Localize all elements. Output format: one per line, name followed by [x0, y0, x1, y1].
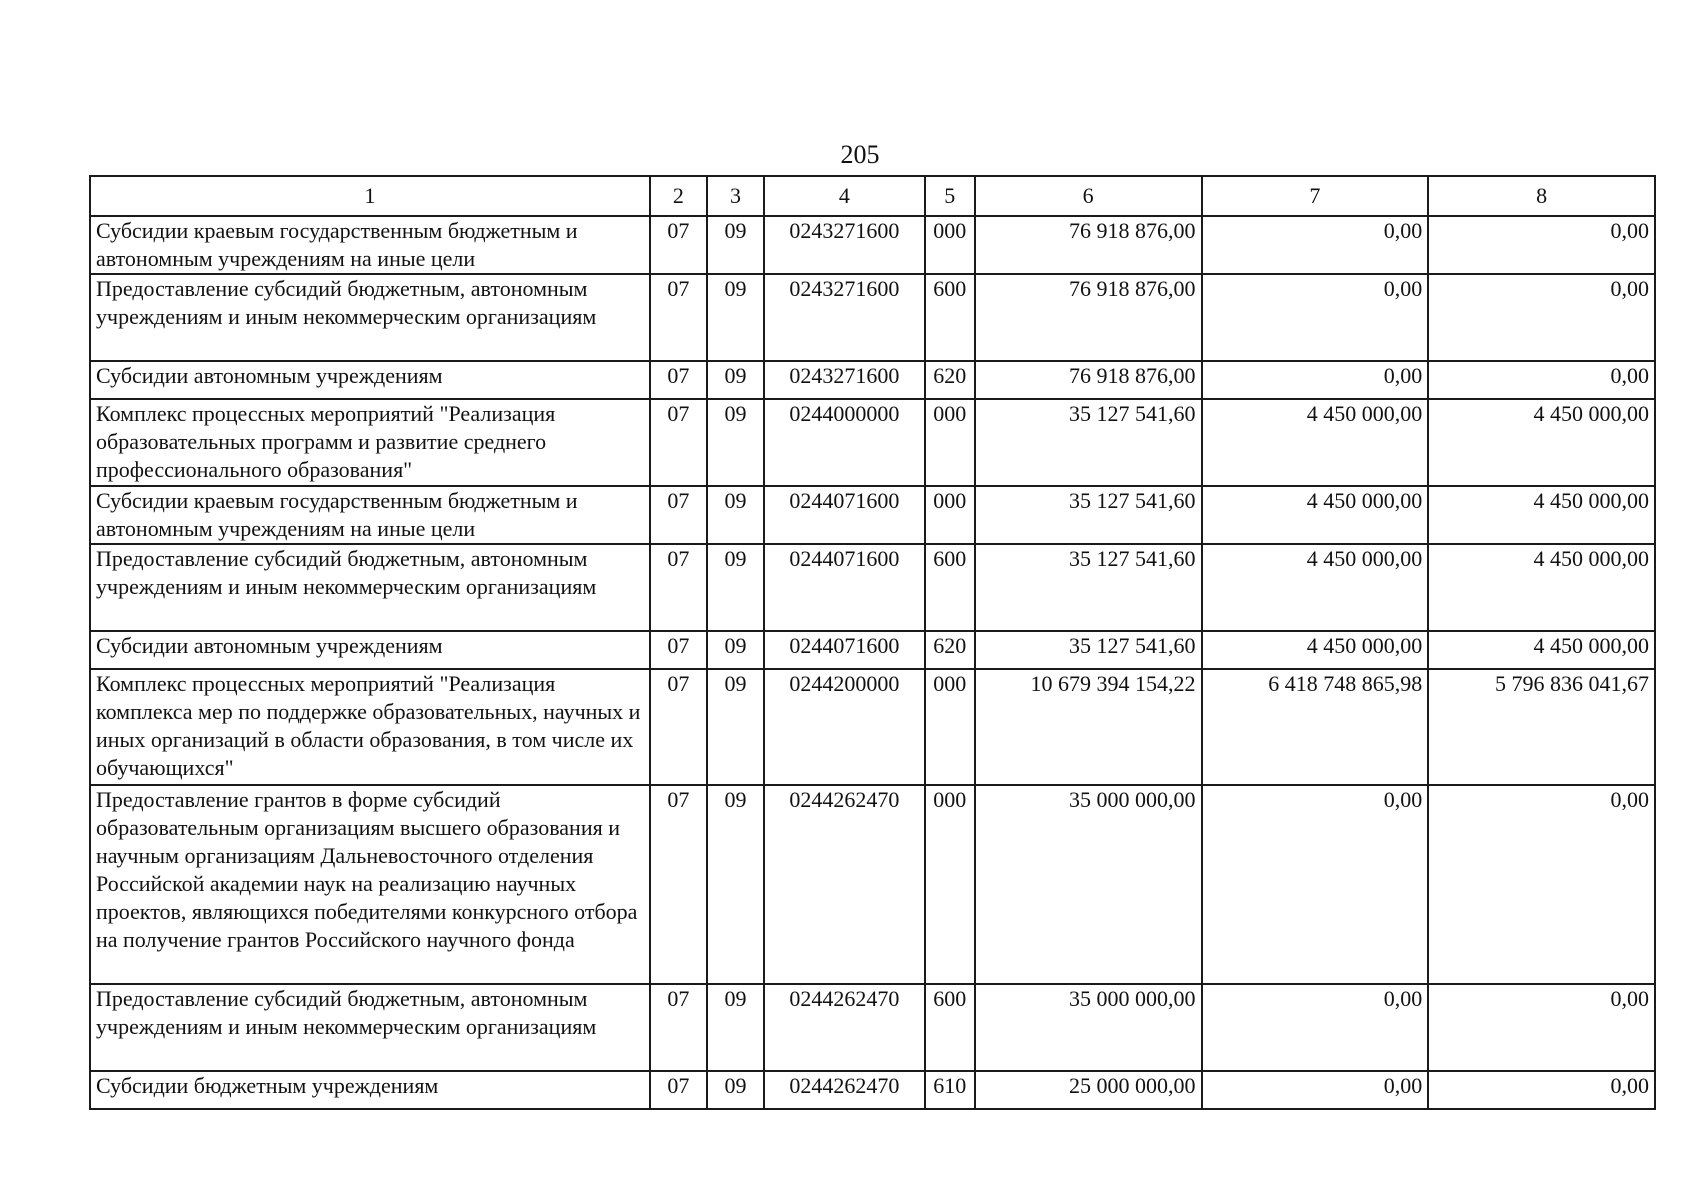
row-expense-type: 000: [925, 486, 975, 544]
row-expense-type: 000: [925, 216, 975, 274]
row-target-article: 0244200000: [764, 669, 925, 785]
row-amount-8: 4 450 000,00: [1428, 544, 1655, 631]
row-section: 07: [650, 631, 707, 669]
row-target-article: 0243271600: [764, 361, 925, 399]
row-amount-7: 4 450 000,00: [1202, 631, 1429, 669]
row-subsection: 09: [707, 216, 764, 274]
row-amount-6: 35 127 541,60: [975, 399, 1202, 486]
row-name: Субсидии автономным учреждениям: [90, 631, 650, 669]
row-amount-7: 0,00: [1202, 785, 1429, 984]
row-amount-8: 0,00: [1428, 361, 1655, 399]
row-section: 07: [650, 669, 707, 785]
row-expense-type: 000: [925, 399, 975, 486]
header-col-6: 6: [975, 176, 1202, 216]
row-section: 07: [650, 399, 707, 486]
row-expense-type: 620: [925, 631, 975, 669]
row-expense-type: 600: [925, 274, 975, 361]
row-target-article: 0243271600: [764, 216, 925, 274]
table-row: [90, 399, 1655, 486]
row-target-article: 0244262470: [764, 1071, 925, 1109]
row-name: Субсидии краевым государственным бюджетным и автономным учреждениям на иные цели: [90, 486, 650, 544]
row-target-article: 0244071600: [764, 486, 925, 544]
row-expense-type: 600: [925, 544, 975, 631]
row-expense-type: 600: [925, 984, 975, 1071]
row-section: 07: [650, 486, 707, 544]
row-amount-6: 76 918 876,00: [975, 361, 1202, 399]
header-col-7: 7: [1202, 176, 1429, 216]
row-amount-6: 35 127 541,60: [975, 486, 1202, 544]
row-amount-7: 4 450 000,00: [1202, 399, 1429, 486]
row-amount-8: 4 450 000,00: [1428, 631, 1655, 669]
table-row: [90, 631, 1655, 669]
row-subsection: 09: [707, 361, 764, 399]
row-expense-type: 620: [925, 361, 975, 399]
row-section: 07: [650, 544, 707, 631]
row-amount-8: 0,00: [1428, 785, 1655, 984]
row-target-article: 0243271600: [764, 274, 925, 361]
row-amount-7: 4 450 000,00: [1202, 544, 1429, 631]
row-section: 07: [650, 361, 707, 399]
row-section: 07: [650, 274, 707, 361]
row-name: Субсидии бюджетным учреждениям: [90, 1071, 650, 1109]
header-col-1: 1: [90, 176, 650, 216]
table-row: [90, 216, 1655, 274]
row-target-article: 0244000000: [764, 399, 925, 486]
row-subsection: 09: [707, 984, 764, 1071]
row-amount-7: 6 418 748 865,98: [1202, 669, 1429, 785]
table-row: [90, 669, 1655, 785]
row-name: Субсидии краевым государственным бюджетным и автономным учреждениям на иные цели: [90, 216, 650, 274]
row-section: 07: [650, 785, 707, 984]
row-name: Предоставление субсидий бюджетным, автономным учреждениям и иным некоммерческим организациям: [90, 544, 650, 631]
page-number: 205: [840, 140, 880, 169]
row-target-article: 0244071600: [764, 631, 925, 669]
row-section: 07: [650, 1071, 707, 1109]
row-expense-type: 000: [925, 669, 975, 785]
row-amount-7: 4 450 000,00: [1202, 486, 1429, 544]
row-name: Комплекс процессных мероприятий "Реализация комплекса мер по поддержке образовательных, научных и иных организаций в области образования, в том числе их обучающихся": [90, 669, 650, 785]
row-amount-6: 25 000 000,00: [975, 1071, 1202, 1109]
row-target-article: 0244071600: [764, 544, 925, 631]
row-amount-6: 76 918 876,00: [975, 274, 1202, 361]
row-target-article: 0244262470: [764, 785, 925, 984]
row-subsection: 09: [707, 631, 764, 669]
row-amount-7: 0,00: [1202, 216, 1429, 274]
row-amount-8: 0,00: [1428, 274, 1655, 361]
row-amount-6: 35 000 000,00: [975, 984, 1202, 1071]
row-subsection: 09: [707, 486, 764, 544]
row-name: Предоставление субсидий бюджетным, автономным учреждениям и иным некоммерческим организациям: [90, 274, 650, 361]
row-amount-6: 76 918 876,00: [975, 216, 1202, 274]
row-subsection: 09: [707, 274, 764, 361]
row-section: 07: [650, 216, 707, 274]
row-name: Предоставление грантов в форме субсидий образовательным организациям высшего образования и научным организациям Дальневосточного отделения Российской академии наук на реализацию научных проектов, являющихся победителями конкурсного отбора на получение грантов Российского научного фонда: [90, 785, 650, 984]
row-amount-7: 0,00: [1202, 984, 1429, 1071]
row-subsection: 09: [707, 785, 764, 984]
row-amount-7: 0,00: [1202, 1071, 1429, 1109]
row-subsection: 09: [707, 399, 764, 486]
row-amount-6: 35 000 000,00: [975, 785, 1202, 984]
row-amount-8: 0,00: [1428, 984, 1655, 1071]
row-amount-6: 10 679 394 154,22: [975, 669, 1202, 785]
table-row: [90, 486, 1655, 544]
row-subsection: 09: [707, 1071, 764, 1109]
table-row: [90, 1071, 1655, 1109]
row-subsection: 09: [707, 544, 764, 631]
row-amount-6: 35 127 541,60: [975, 544, 1202, 631]
header-col-8: 8: [1428, 176, 1655, 216]
table-row: [90, 785, 1655, 984]
row-target-article: 0244262470: [764, 984, 925, 1071]
row-subsection: 09: [707, 669, 764, 785]
row-section: 07: [650, 984, 707, 1071]
header-col-3: 3: [707, 176, 764, 216]
budget-table: [89, 175, 1656, 1110]
row-amount-7: 0,00: [1202, 361, 1429, 399]
row-name: Субсидии автономным учреждениям: [90, 361, 650, 399]
row-amount-8: 0,00: [1428, 216, 1655, 274]
row-expense-type: 000: [925, 785, 975, 984]
table-row: [90, 361, 1655, 399]
table-row: [90, 544, 1655, 631]
header-col-5: 5: [925, 176, 975, 216]
table-row: [90, 984, 1655, 1071]
row-name: Предоставление субсидий бюджетным, автономным учреждениям и иным некоммерческим организациям: [90, 984, 650, 1071]
row-amount-7: 0,00: [1202, 274, 1429, 361]
row-expense-type: 610: [925, 1071, 975, 1109]
header-row: [90, 176, 1655, 216]
header-col-4: 4: [764, 176, 925, 216]
row-amount-8: 0,00: [1428, 1071, 1655, 1109]
row-amount-8: 4 450 000,00: [1428, 486, 1655, 544]
row-amount-8: 4 450 000,00: [1428, 399, 1655, 486]
table-row: [90, 274, 1655, 361]
header-col-2: 2: [650, 176, 707, 216]
row-amount-6: 35 127 541,60: [975, 631, 1202, 669]
row-name: Комплекс процессных мероприятий "Реализация образовательных программ и развитие среднего профессионального образования": [90, 399, 650, 486]
row-amount-8: 5 796 836 041,67: [1428, 669, 1655, 785]
